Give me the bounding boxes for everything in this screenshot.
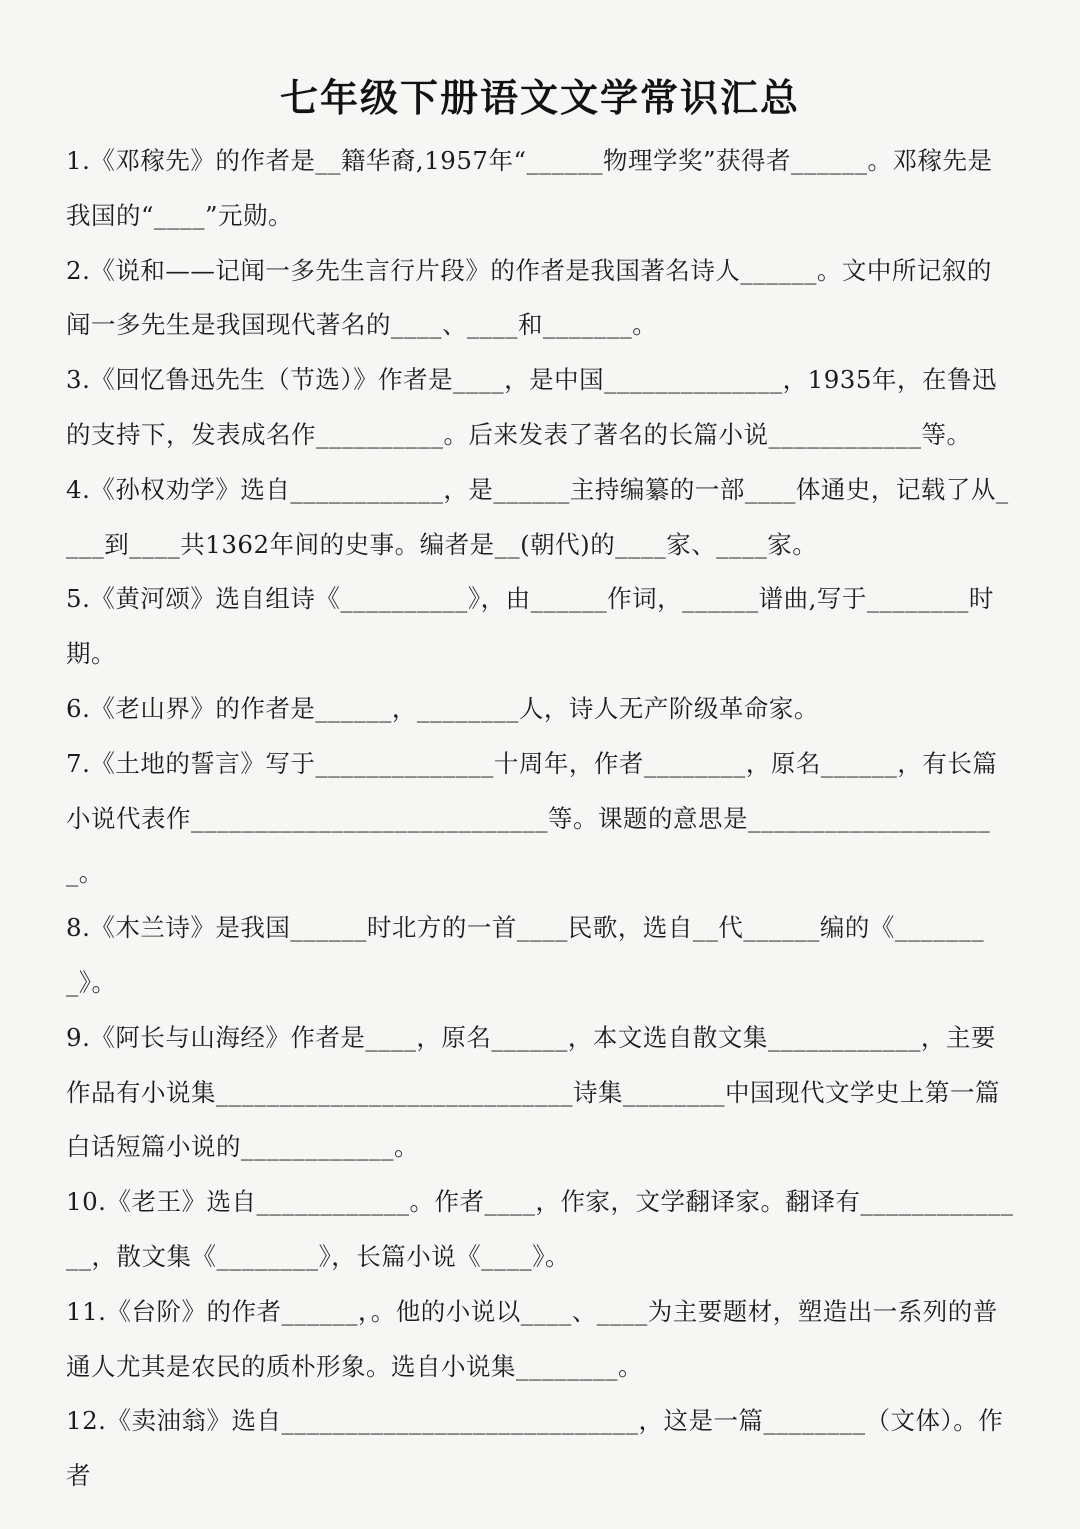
question-item-11: 11.《台阶》的作者______，。他的小说以____、____为主要题材，塑造出一系列的普通人尤其是农民的质朴形象。选自小说集________。 (66, 1296, 998, 1381)
question-item-6: 6.《老山界》的作者是______，________人，诗人无产阶级革命家。 (66, 693, 819, 723)
question-item-4: 4.《孙权劝学》选自____________，是______主持编纂的一部____体通史，记载了从____到____共1362年间的史事。编者是__(朝代)的____家、____家。 (66, 474, 1009, 559)
question-item-10: 10.《老王》选自____________。作者____，作家，文学翻译家。翻译有______________，散文集《________》，长篇小说《____》。 (66, 1187, 1014, 1271)
question-item-12: 12.《卖油翁》选自____________________________，这是一篇________（文体）。作者 (66, 1406, 1004, 1491)
question-item-1: 1.《邓稼先》的作者是__籍华裔,1957年“______物理学奖”获得者______。邓稼先是我国的“____”元勋。 (66, 146, 993, 230)
question-item-9: 9.《阿长与山海经》作者是____，原名______，本文选自散文集____________，主要作品有小说集____________________________诗集________中国现代文学史上第一篇白话短篇小说的____________。 (66, 1022, 1000, 1162)
question-item-5: 5.《黄河颂》选自组诗《__________》，由______作词，______谱曲,写于________时期。 (66, 584, 994, 669)
question-item-8: 8.《木兰诗》是我国______时北方的一首____民歌，选自__代______编的《________》。 (66, 913, 985, 997)
question-item-7: 7.《土地的誓言》写于______________十周年，作者________，原名______，有长篇小说代表作____________________________等。课题的意思是____________________。 (66, 748, 998, 888)
page-title: 七年级下册语文文学常识汇总 (279, 76, 800, 120)
question-list (66, 134, 1014, 1504)
question-item-3: 3.《回忆鲁迅先生（节选）》作者是____，是中国______________，1935年，在鲁迅的支持下，发表成名作__________。后来发表了著名的长篇小说____________等。 (66, 365, 997, 449)
question-item-2: 2.《说和——记闻一多先生言行片段》的作者是我国著名诗人______。文中所记叙的闻一多先生是我国现代著名的____、____和_______。 (66, 255, 992, 340)
